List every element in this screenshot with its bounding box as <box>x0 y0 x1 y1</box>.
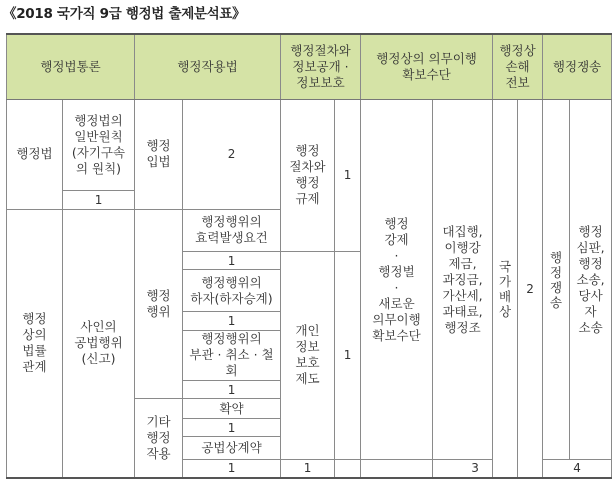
relations-line: 행정 <box>22 311 47 327</box>
litigation-item: 당사 <box>578 287 603 303</box>
privacy-line: 제도 <box>295 371 320 387</box>
effect-line: 행정행위의 <box>201 214 262 230</box>
legislation-cell <box>135 100 183 210</box>
general-principles-line: 행정법의 <box>74 113 123 129</box>
enforcement-item: 과태료, <box>442 303 483 319</box>
enforcement-methods-cell <box>361 100 433 460</box>
effect-cell <box>183 209 281 251</box>
general-principles-cell <box>63 100 135 191</box>
private-act-line: (신고) <box>81 351 116 367</box>
header-action: 행정작용법 <box>135 34 281 100</box>
defect-line: 하자(하자승계) <box>190 290 273 306</box>
legislation-line: 행정 <box>146 138 171 154</box>
relations-cell <box>7 209 63 478</box>
relations-count: 1 <box>183 459 281 478</box>
header-enforcement-line: 확보수단 <box>402 67 451 83</box>
defect-line: 행정행위의 <box>201 274 262 290</box>
enforcement-item: 과징금, <box>442 271 483 287</box>
effect-count: 1 <box>183 251 281 269</box>
effect-line: 효력발생요건 <box>195 230 268 246</box>
header-procedure-line: 정보보호 <box>296 75 345 91</box>
admin-act-line: 행위 <box>146 304 171 320</box>
procedure-regulation-line: 절차와 <box>289 159 326 175</box>
public-contract-count: 1 <box>281 459 335 478</box>
header-procedure-line: 정보공개 · <box>292 59 349 75</box>
litigation-item: 소송 <box>578 319 603 335</box>
header-compensation-line: 손해 <box>505 59 530 75</box>
procedure-regulation-line: 행정 <box>295 143 320 159</box>
enforcement-methods-line: 행정 <box>384 215 409 231</box>
enforcement-methods-line: · <box>394 247 399 263</box>
header-compensation <box>493 34 543 100</box>
annex-line: 부관 · 취소 · 철회 <box>189 347 274 379</box>
admin-law-cell: 행정법 <box>7 100 63 210</box>
litigation-label-cell <box>543 100 570 460</box>
enforcement-item: 대집행, <box>442 223 483 239</box>
compensation-count: 2 <box>518 100 543 478</box>
procedure-total-cell <box>335 459 361 478</box>
header-litigation: 행정쟁송 <box>543 34 612 100</box>
procedure-total-count <box>361 459 433 478</box>
privacy-line: 정보 <box>295 339 320 355</box>
litigation-items-cell <box>570 100 612 460</box>
enforcement-item: 가산세, <box>442 287 483 303</box>
header-row <box>7 34 612 100</box>
header-enforcement <box>361 34 493 100</box>
header-general: 행정법통론 <box>7 34 135 100</box>
litigation-item: 행정 <box>578 223 603 239</box>
general-principles-count: 1 <box>63 191 135 209</box>
procedure-regulation-line: 규제 <box>295 191 320 207</box>
litigation-char: 정 <box>550 264 563 280</box>
state-compensation-cell <box>493 100 518 478</box>
legislation-count: 2 <box>183 100 281 210</box>
legislation-line: 입법 <box>146 154 171 170</box>
privacy-line: 보호 <box>295 355 320 371</box>
state-compensation-char: 배 <box>499 288 512 304</box>
enforcement-items-cell <box>433 100 493 460</box>
private-act-line: 공법행위 <box>74 335 123 351</box>
enforcement-methods-line: 행정벌 <box>378 263 415 279</box>
admin-act-cell <box>135 209 183 399</box>
commitment-cell: 확약 <box>183 399 281 418</box>
enforcement-methods-line: 의무이행 <box>372 311 421 327</box>
page-title: 《2018 국가직 9급 행정법 출제분석표》 <box>3 6 246 22</box>
enforcement-item: 행정조 <box>444 319 481 335</box>
exam-analysis-table <box>6 33 612 479</box>
state-compensation-char: 국 <box>499 258 512 274</box>
annex-line: 행정행위의 <box>201 331 262 347</box>
header-enforcement-line: 행정상의 의무이행 <box>376 51 477 67</box>
relations-line: 관계 <box>22 359 47 375</box>
annex-cell <box>183 330 281 380</box>
table-row <box>7 100 612 191</box>
privacy-line: 개인 <box>295 323 320 339</box>
defect-count: 1 <box>183 312 281 330</box>
procedure-regulation-cell <box>281 100 335 252</box>
commitment-count: 1 <box>183 418 281 436</box>
other-acts-line: 작용 <box>146 446 171 462</box>
enforcement-item: 제금, <box>448 255 477 271</box>
litigation-item: 자 <box>584 303 597 319</box>
admin-act-line: 행정 <box>146 288 171 304</box>
other-acts-line: 행정 <box>146 430 171 446</box>
enforcement-methods-line: 새로운 <box>378 295 415 311</box>
relations-line: 상의 <box>22 327 47 343</box>
relations-line: 법률 <box>22 343 47 359</box>
litigation-item: 소송, <box>576 271 605 287</box>
private-act-cell <box>63 209 135 478</box>
litigation-item: 행정 <box>578 255 603 271</box>
procedure-count: 1 <box>335 100 361 252</box>
other-acts-line: 기타 <box>146 414 171 430</box>
litigation-char: 행 <box>550 249 563 265</box>
public-contract-cell: 공법상계약 <box>183 437 281 460</box>
general-principles-line: 의 원칙) <box>75 161 122 177</box>
header-compensation-line: 행정상 <box>499 43 536 59</box>
litigation-char: 쟁 <box>550 279 563 295</box>
header-compensation-line: 전보 <box>505 75 530 91</box>
other-acts-cell <box>135 399 183 478</box>
state-compensation-char: 상 <box>499 303 512 319</box>
header-procedure <box>281 34 361 100</box>
enforcement-count: 3 <box>433 459 518 478</box>
general-principles-line: (자기구속 <box>71 145 126 161</box>
litigation-item: 심판, <box>576 239 605 255</box>
litigation-char: 송 <box>550 294 563 310</box>
defect-cell <box>183 270 281 312</box>
privacy-count: 1 <box>335 251 361 459</box>
enforcement-methods-line: · <box>394 279 399 295</box>
header-procedure-line: 행정절차와 <box>290 43 351 59</box>
enforcement-methods-line: 강제 <box>384 231 409 247</box>
state-compensation-char: 가 <box>499 273 512 289</box>
general-principles-line: 일반원칙 <box>74 129 123 145</box>
procedure-regulation-line: 행정 <box>295 175 320 191</box>
private-act-line: 사인의 <box>80 319 117 335</box>
privacy-cell <box>281 251 335 459</box>
litigation-count: 4 <box>543 459 612 478</box>
enforcement-methods-line: 확보수단 <box>372 327 421 343</box>
enforcement-item: 이행강 <box>444 239 481 255</box>
annex-count: 1 <box>183 381 281 399</box>
